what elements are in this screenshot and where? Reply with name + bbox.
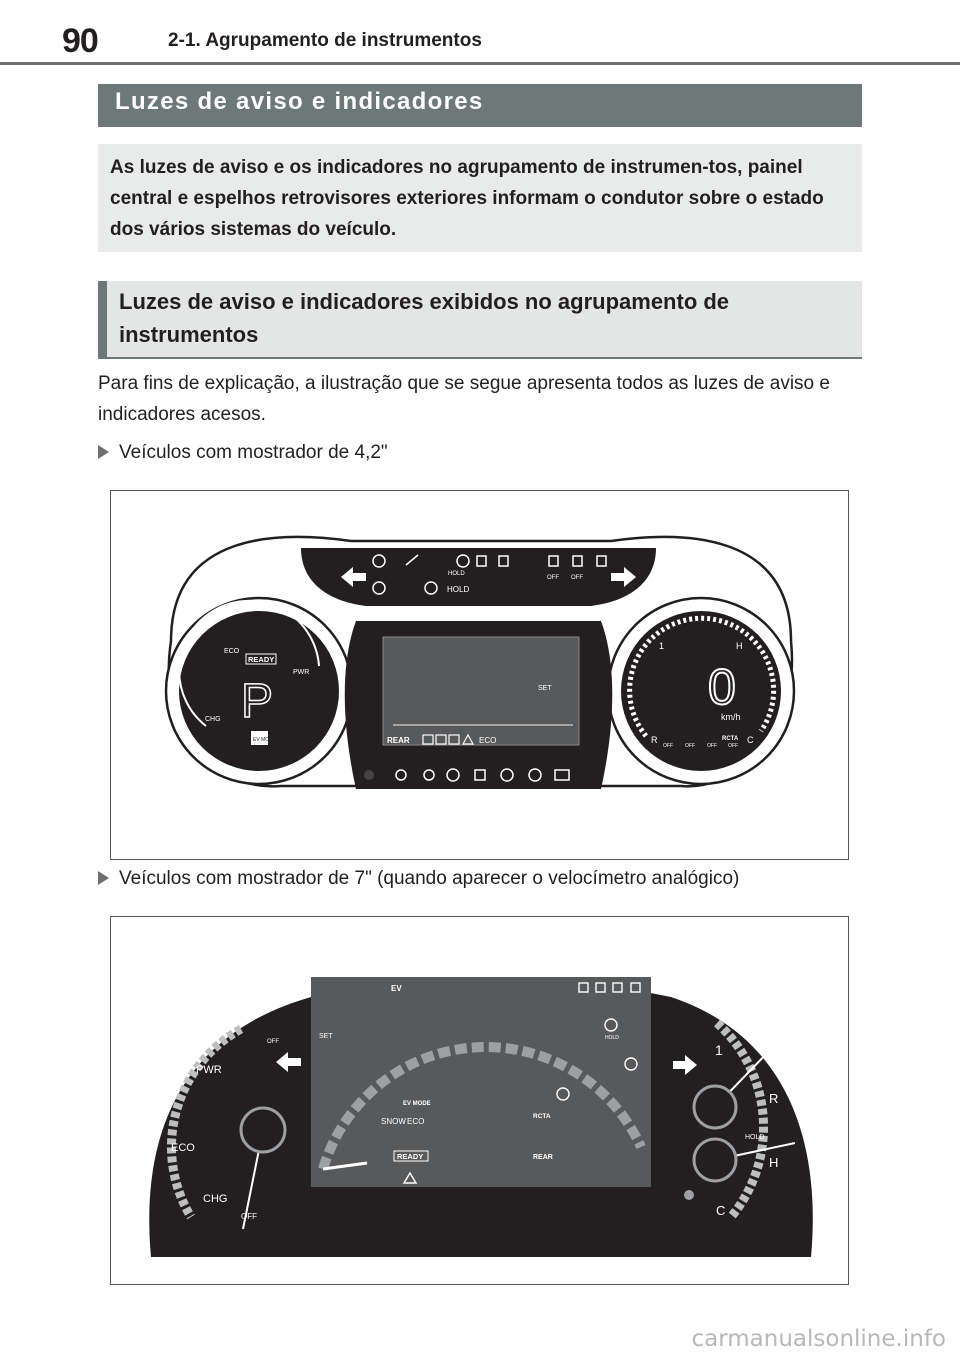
body-text: Para fins de explicação, a ilustração que se segue apresenta todos as luzes de aviso e indicadores acesos. [98,373,830,425]
subsection-title: Luzes de aviso e indicadores exibidos no agrupamento de instrumentos [98,281,862,359]
variant-label-text: Veículos com mostrador de 4,2" [119,442,388,463]
section-title: Luzes de aviso e indicadores [98,84,862,127]
off-label-7a: OFF [241,1212,257,1221]
hold-label: HOLD [447,585,470,594]
off-label-5: OFF [707,743,717,749]
eco-display-label: ECO [479,736,497,745]
hold-label-7b: HOLD [745,1134,765,1141]
pwr-label-7: PWR [196,1064,222,1076]
bullet-triangle-icon [98,445,109,459]
temp-h-label-7: H [769,1155,779,1170]
center-display-7 [311,977,651,1187]
digital-speed: 0 [708,659,736,715]
cluster-7-illustration [111,917,847,1283]
pwr-zone-label: PWR [293,669,310,676]
speed-unit: km/h [721,712,741,722]
off-label-1: OFF [547,575,559,581]
ev-label-7: EV [391,984,402,993]
fuel-r-label-7: R [769,1091,779,1106]
chg-label-7: CHG [203,1193,228,1205]
right-dial [621,611,781,771]
variant-7-label [98,868,739,890]
variant-4-2-label [98,442,388,464]
page-number: 90 [62,22,98,60]
set-label-7: SET [319,1033,333,1040]
gear-position: P [241,675,274,728]
rear-label-7: REAR [533,1154,553,1161]
snow-label: SNOW [381,1117,406,1126]
fuel-one-label-7: 1 [715,1042,723,1058]
set-label: SET [538,685,552,692]
ready-indicator: READY [248,655,275,664]
watermark: carmanualsonline.info [691,1326,946,1352]
running-head: 2-1. Agrupamento de instrumentos [168,30,482,51]
bullet-triangle-icon [98,871,109,885]
rear-label: REAR [387,736,410,745]
header-rule [0,62,960,65]
ev-mode-label-7: EV MODE [403,1101,431,1107]
temp-c-label: C [747,735,754,745]
fuel-r-label: R [651,735,658,745]
fuel-hub [694,1086,736,1128]
chg-zone-label: CHG [205,716,221,723]
intro-box: As luzes de aviso e os indicadores no agrupamento de instrumen-tos, painel central e espelhos retrovisores exteriores informam o condutor sobre o estado dos vários sistemas do veículo. [98,144,862,252]
fuel-one-label: 1 [659,641,665,651]
off-label-7b: OFF [267,1039,279,1045]
eco-mode-label-7: ECO [407,1117,425,1126]
temp-c-label-7: C [716,1203,726,1218]
rcta-label: RCTA [722,736,739,742]
eco-label-7: ECO [171,1142,195,1154]
eco-zone-label: ECO [224,648,240,655]
cluster-4-2-illustration [111,491,847,858]
security-indicator-icon [364,770,374,780]
power-hub-7 [241,1108,285,1152]
off-label-2: OFF [571,575,583,581]
variant-label-text: Veículos com mostrador de 7" (quando aparecer o velocímetro analógico) [119,868,740,889]
security-indicator-icon [684,1190,694,1200]
rcta-label-7: RCTA [533,1113,551,1120]
ev-mode-label: EV MODE [253,737,277,743]
temp-h-label: H [736,641,743,651]
hold-label-7a: HOLD [605,1035,619,1041]
temp-hub [694,1139,736,1181]
figure-cluster-4-2 [110,490,849,860]
hold-label-top: HOLD [448,571,465,577]
figure-cluster-7 [110,916,849,1285]
off-label-6: OFF [728,743,738,749]
off-label-3: OFF [663,743,673,749]
ready-indicator-7: READY [397,1152,424,1161]
off-label-4: OFF [685,743,695,749]
